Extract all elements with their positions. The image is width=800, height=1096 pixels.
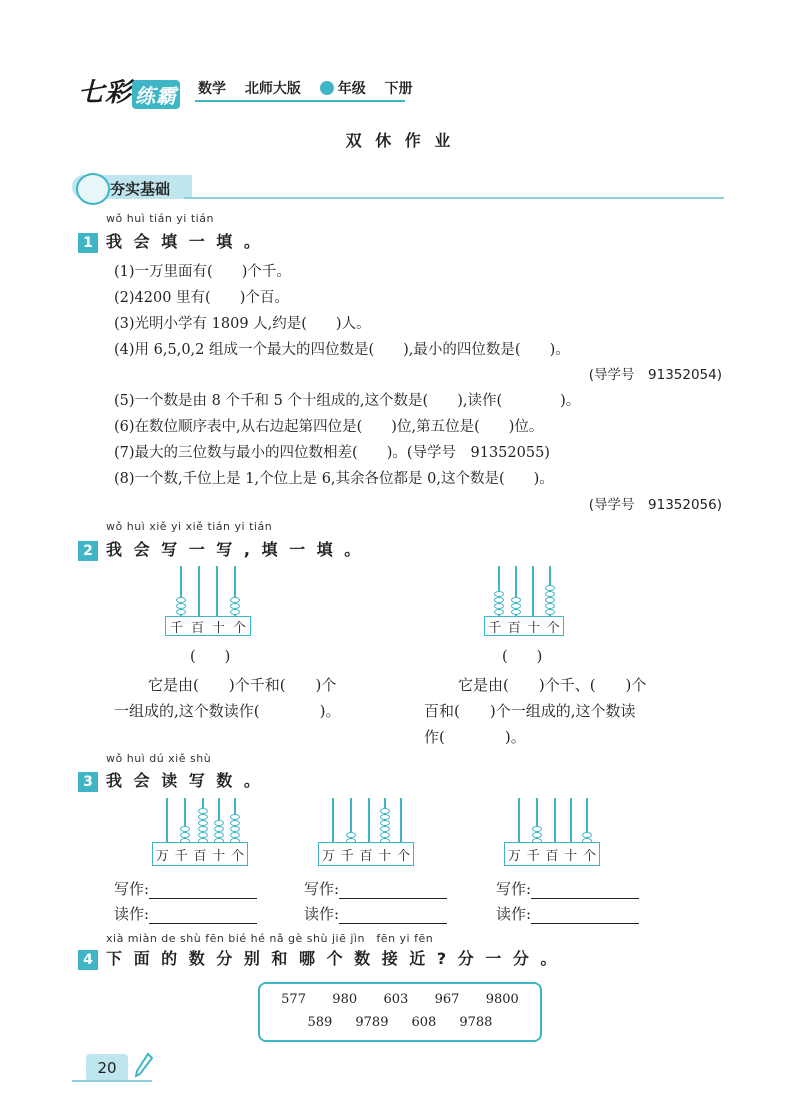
page-title: 双 休 作 业 <box>345 131 455 150</box>
q1-guide-1: (导学号 91352054) <box>588 367 722 383</box>
number-item: 603 <box>383 992 409 1007</box>
q1-item-7: (7)最大的三位数与最小的四位数相差( )。(导学号 91352055) <box>114 445 550 461</box>
q1-item-5: (5)一个数是由 8 个千和 5 个十组成的,这个数是( ),读作( )。 <box>114 393 581 409</box>
q2-number: 2 <box>78 541 98 561</box>
q2-pinyin: wǒ huì xiě yi xiě tián yi tián <box>106 520 273 533</box>
q4-number: 4 <box>78 950 98 970</box>
q1-pinyin: wǒ huì tián yi tián <box>106 212 214 225</box>
q3-read-3[interactable]: 读作: <box>496 903 639 924</box>
q3-abacus-2 <box>318 798 414 866</box>
number-item: 967 <box>434 992 460 1007</box>
abacus-label: 个 <box>232 620 246 636</box>
header-edition: 北师大版 <box>244 81 301 97</box>
abacus-label: 千 <box>526 848 540 864</box>
abacus-label: 十 <box>212 848 226 864</box>
brand-logo <box>78 72 180 109</box>
abacus-label: 个 <box>397 848 411 864</box>
abacus-label: 万 <box>321 848 335 864</box>
abacus-label: 千 <box>169 620 183 636</box>
abacus-label: 百 <box>507 620 521 636</box>
q3-pinyin: wǒ huì dú xiě shù <box>106 752 212 765</box>
q3-abacus-3 <box>504 798 600 866</box>
q2-right-text-1: 它是由( )个千、( )个 <box>458 676 647 694</box>
q1-item-1: (1)一万里面有( )个千。 <box>114 264 291 280</box>
number-item: 589 <box>307 1015 333 1030</box>
q4-pinyin: xià miàn de shù fēn bié hé nǎ gè shù jiē jìn fēn yi fēn <box>106 932 434 945</box>
q2-left-text-1: 它是由( )个千和( )个 <box>148 676 337 694</box>
abacus-label: 个 <box>231 848 245 864</box>
number-item: 980 <box>332 992 358 1007</box>
q2-abacus-right <box>484 566 564 636</box>
q3-header <box>78 768 263 792</box>
pencil-icon <box>134 1052 154 1082</box>
q3-write-2[interactable]: 写作: <box>304 878 447 899</box>
abacus-label: 千 <box>340 848 354 864</box>
mascot-icon <box>76 173 110 205</box>
q2-header <box>78 537 363 561</box>
page-number: 20 <box>86 1054 128 1082</box>
q3-read-1[interactable]: 读作: <box>114 903 257 924</box>
number-item: 9789 <box>355 1015 389 1030</box>
q3-title: 我 会 读 写 数 。 <box>106 771 263 790</box>
q4-title: 下 面 的 数 分 别 和 哪 个 数 接 近 ? 分 一 分 。 <box>106 949 560 968</box>
abacus-label: 十 <box>211 620 225 636</box>
header-subject: 数学 <box>198 81 226 97</box>
abacus-label: 百 <box>190 620 204 636</box>
abacus-label: 千 <box>174 848 188 864</box>
grade-badge-icon <box>320 81 334 95</box>
abacus-label: 千 <box>488 620 502 636</box>
q2-right-answer[interactable]: ( ) <box>502 649 543 665</box>
q1-title: 我 会 填 一 填 。 <box>106 232 263 251</box>
q1-item-2: (2)4200 里有( )个百。 <box>114 290 289 306</box>
q1-item-8: (8)一个数,千位上是 1,个位上是 6,其余各位都是 0,这个数是( )。 <box>114 471 554 487</box>
abacus-label: 百 <box>359 848 373 864</box>
q2-abacus-left <box>165 566 251 636</box>
number-item: 9800 <box>485 992 519 1007</box>
section-banner <box>72 175 722 201</box>
q2-title: 我 会 写 一 写 , 填 一 填 。 <box>106 540 364 559</box>
q1-guide-2: (导学号 91352056) <box>588 497 722 513</box>
abacus-label: 十 <box>564 848 578 864</box>
header-info <box>198 78 427 98</box>
q2-left-answer[interactable]: ( ) <box>190 649 231 665</box>
brand-part2: 练霸 <box>132 80 180 109</box>
number-item: 608 <box>411 1015 437 1030</box>
number-item: 9788 <box>459 1015 493 1030</box>
q3-abacus-1 <box>152 798 248 866</box>
q1-item-6: (6)在数位顺序表中,从右边起第四位是( )位,第五位是( )位。 <box>114 419 544 435</box>
q2-right-text-3: 作( )。 <box>424 728 526 746</box>
number-box <box>258 982 542 1042</box>
q3-write-3[interactable]: 写作: <box>496 878 639 899</box>
q1-item-4: (4)用 6,5,0,2 组成一个最大的四位数是( ),最小的四位数是( )。 <box>114 342 570 358</box>
number-item: 577 <box>281 992 306 1007</box>
abacus-label: 个 <box>546 620 560 636</box>
abacus-label: 个 <box>583 848 597 864</box>
brand-part1: 七彩 <box>78 78 133 108</box>
q1-item-3: (3)光明小学有 1809 人,约是( )人。 <box>114 316 371 332</box>
abacus-label: 百 <box>193 848 207 864</box>
abacus-label: 十 <box>378 848 392 864</box>
q2-left-text-2: 一组成的,这个数读作( )。 <box>114 702 341 720</box>
abacus-label: 百 <box>545 848 559 864</box>
q1-header <box>78 229 263 253</box>
abacus-label: 万 <box>155 848 169 864</box>
q3-write-1[interactable]: 写作: <box>114 878 257 899</box>
q4-header <box>78 946 559 970</box>
q3-number: 3 <box>78 772 98 792</box>
abacus-label: 万 <box>507 848 521 864</box>
header-rule <box>195 100 405 102</box>
q1-number: 1 <box>78 233 98 253</box>
q3-read-2[interactable]: 读作: <box>304 903 447 924</box>
header-volume: 下册 <box>384 81 413 97</box>
abacus-label: 十 <box>527 620 541 636</box>
header-grade: 年级 <box>320 81 366 97</box>
section-label: 夯实基础 <box>110 180 171 198</box>
q2-right-text-2: 百和( )个一组成的,这个数读 <box>424 702 636 720</box>
